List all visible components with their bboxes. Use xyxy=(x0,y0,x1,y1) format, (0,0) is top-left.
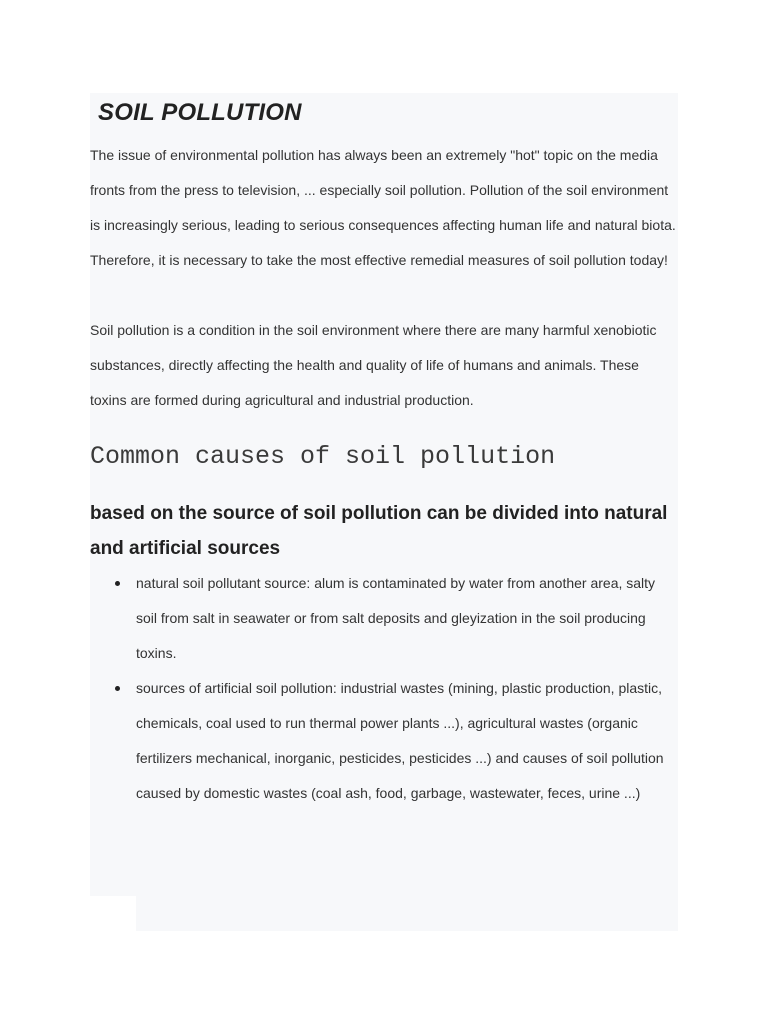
content-background-tail xyxy=(136,896,678,931)
list-item xyxy=(136,566,678,671)
document-title: SOIL POLLUTION xyxy=(98,99,302,126)
list-item-text: natural soil pollutant source: alum is contaminated by water from another area, salty soil from salt in seawater or from salt deposits and gleyization in the soil producing toxins. xyxy=(136,575,656,661)
definition-paragraph: Soil pollution is a condition in the soil environment where there are many harmful xenobiotic substances, directly affecting the health and quality of life of humans and animals. These toxins are formed during agricultural and industrial production. xyxy=(90,322,657,408)
sub-heading: based on the source of soil pollution can be divided into natural and artificial sources xyxy=(90,503,668,559)
bullet-icon xyxy=(115,581,120,586)
bullet-icon xyxy=(115,686,120,691)
list-item xyxy=(136,671,678,811)
paragraph-gap xyxy=(90,278,678,313)
section-heading: Common causes of soil pollution xyxy=(90,442,556,471)
list-item-text: sources of artificial soil pollution: industrial wastes (mining, plastic production, plastic, chemicals, coal used to run thermal power plants ...), agricultural wastes (organic fertilizers mechanical, inorganic, pesticides, pesticides ...) and causes of soil pollution caused by domestic wastes (coal ash, food, garbage, wastewater, feces, urine ...) xyxy=(136,680,664,801)
causes-list xyxy=(90,566,678,811)
intro-paragraph: The issue of environmental pollution has always been an extremely "hot" topic on the media fronts from the press to television, ... especially soil pollution. Pollution of the soil environment is increasingly serious, leading to serious consequences affecting human life and natural biota. Therefore, it is necessary to take the most effective remedial measures of soil pollution today! xyxy=(90,147,676,268)
document-body xyxy=(90,93,678,811)
